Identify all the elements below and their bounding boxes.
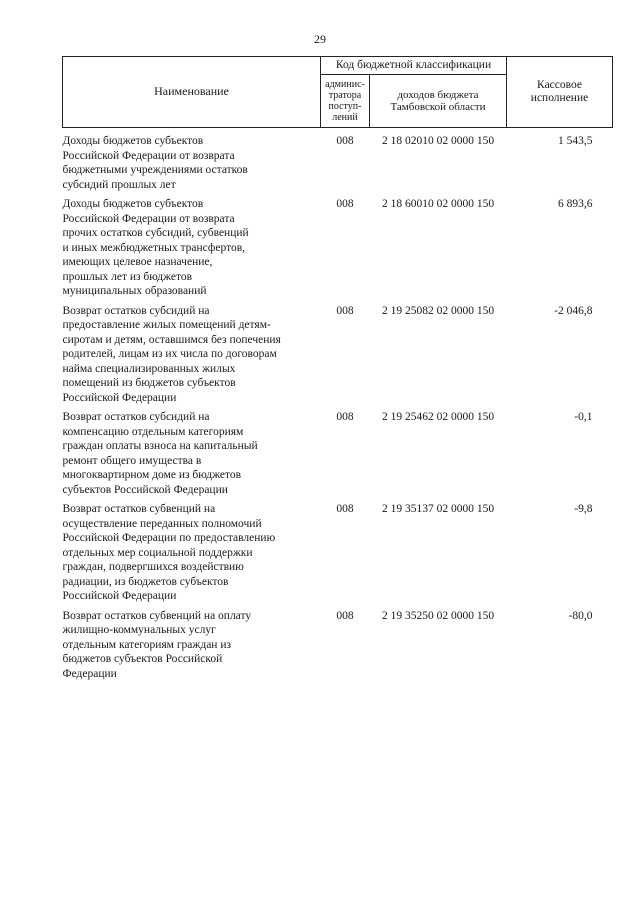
- table-row: [63, 405, 613, 497]
- row-name-line: жилищно-коммунальных услуг: [62, 624, 216, 636]
- row-execution: -9,8: [574, 503, 593, 515]
- row-execution: -2 046,8: [554, 304, 593, 317]
- row-name-line: прочих остатков субсидий, субвенций: [62, 227, 249, 239]
- header-execution: [507, 57, 613, 128]
- row-admin-code: 008: [336, 411, 354, 423]
- row-name-line: имеющих целевое назначение,: [62, 256, 213, 268]
- row-name: [63, 128, 321, 193]
- row-income-code: 2 19 35137 02 0000 150: [381, 503, 495, 515]
- row-name-line: прошлых лет из бюджетов: [62, 270, 193, 283]
- row-name-line: бюджетными учреждениями остатков: [62, 164, 248, 176]
- row-income-code: 2 19 25462 02 0000 150: [381, 411, 495, 423]
- row-execution: 1 543,5: [558, 135, 593, 147]
- header-income-line: Тамбовской области: [390, 101, 486, 113]
- row-name-line: Российской Федерации от возврата: [62, 212, 235, 225]
- row-admin-code: 008: [336, 609, 354, 622]
- row-admin-code: 008: [336, 198, 354, 210]
- row-name-line: бюджетов субъектов Российской: [62, 653, 223, 665]
- row-name-line: отдельным категориям граждан из: [62, 638, 232, 651]
- row-name: [63, 497, 321, 604]
- row-name: [63, 192, 321, 299]
- table-row: [63, 128, 613, 193]
- table-row: [63, 299, 613, 406]
- header-admin-line: тратора: [328, 90, 362, 101]
- row-name-line: Возврат остатков субсидий на: [62, 304, 210, 317]
- row-name-line: ремонт общего имущества в: [62, 454, 202, 467]
- header-admin-line: поступ-: [328, 101, 362, 112]
- row-name-line: Доходы бюджетов субъектов: [62, 198, 204, 210]
- row-income-code: 2 18 60010 02 0000 150: [381, 198, 495, 210]
- row-name-line: Возврат остатков субвенций на: [62, 503, 216, 515]
- row-name-line: Российской Федерации по предоставлению: [62, 532, 276, 544]
- row-name-line: Российской Федерации: [62, 590, 177, 602]
- header-admin-line: лений: [332, 112, 358, 123]
- row-name-line: муниципальных образований: [62, 285, 207, 297]
- row-name-line: помещений из бюджетов субъектов: [62, 377, 236, 389]
- table-row: [63, 604, 613, 682]
- table-body: [63, 128, 613, 682]
- row-name: [63, 604, 321, 682]
- row-name: [63, 405, 321, 497]
- row-name-line: отдельных мер социальной поддержки: [62, 546, 253, 559]
- table-header: [63, 57, 613, 128]
- row-name-line: и иных межбюджетных трансфертов,: [62, 241, 246, 254]
- row-name-line: Доходы бюджетов субъектов: [62, 135, 204, 147]
- row-name-line: Российской Федерации от возврата: [62, 149, 235, 162]
- row-income-code: 2 19 25082 02 0000 150: [381, 304, 495, 317]
- row-name-line: субсидий прошлых лет: [62, 178, 176, 191]
- row-name-line: многоквартирном доме из бюджетов: [62, 469, 242, 481]
- row-name-line: радиации, из бюджетов субъектов: [62, 575, 229, 588]
- header-income-line: доходов бюджета: [397, 88, 479, 101]
- row-name-line: Возврат остатков субсидий на: [62, 411, 210, 423]
- header-income: [370, 75, 507, 128]
- row-name-line: предоставление жилых помещений детям-: [62, 319, 271, 331]
- table-row: [63, 497, 613, 604]
- table-row: [63, 192, 613, 299]
- header-admin-line: админис-: [325, 79, 365, 90]
- row-name: [63, 299, 321, 406]
- row-income-code: 2 18 02010 02 0000 150: [381, 135, 495, 147]
- header-execution-line: исполнение: [530, 92, 589, 104]
- budget-table: [62, 56, 613, 681]
- row-admin-code: 008: [336, 503, 354, 515]
- header-name: Наименование: [63, 57, 321, 128]
- row-name-line: сиротам и детям, оставшимся без попечения: [62, 333, 281, 346]
- row-admin-code: 008: [336, 135, 354, 147]
- row-name-line: Федерации: [62, 667, 117, 680]
- row-name-line: найма специализированных жилых: [62, 362, 236, 375]
- row-name-line: родителей, лицам из их числа по договорам: [62, 348, 277, 360]
- header-code-group: Код бюджетной классификации: [321, 57, 507, 75]
- row-name-line: Российской Федерации: [62, 391, 177, 404]
- header-admin: [321, 75, 370, 128]
- row-admin-code: 008: [336, 304, 354, 317]
- row-execution: 6 893,6: [558, 198, 593, 210]
- row-name-line: Возврат остатков субвенций на оплату: [62, 609, 252, 622]
- header-execution-line: Кассовое: [537, 79, 582, 92]
- row-income-code: 2 19 35250 02 0000 150: [381, 609, 495, 622]
- page-number: 29: [314, 32, 326, 46]
- row-name-line: граждан, подвергшихся воздействию: [62, 561, 244, 573]
- row-name-line: субъектов Российской Федерации: [62, 483, 228, 496]
- row-name-line: осуществление переданных полномочий: [62, 517, 262, 530]
- row-execution: -80,0: [568, 609, 593, 622]
- row-name-line: компенсацию отдельным категориям: [62, 425, 244, 438]
- row-name-line: граждан оплаты взноса на капитальный: [62, 440, 258, 452]
- row-execution: -0,1: [574, 411, 593, 423]
